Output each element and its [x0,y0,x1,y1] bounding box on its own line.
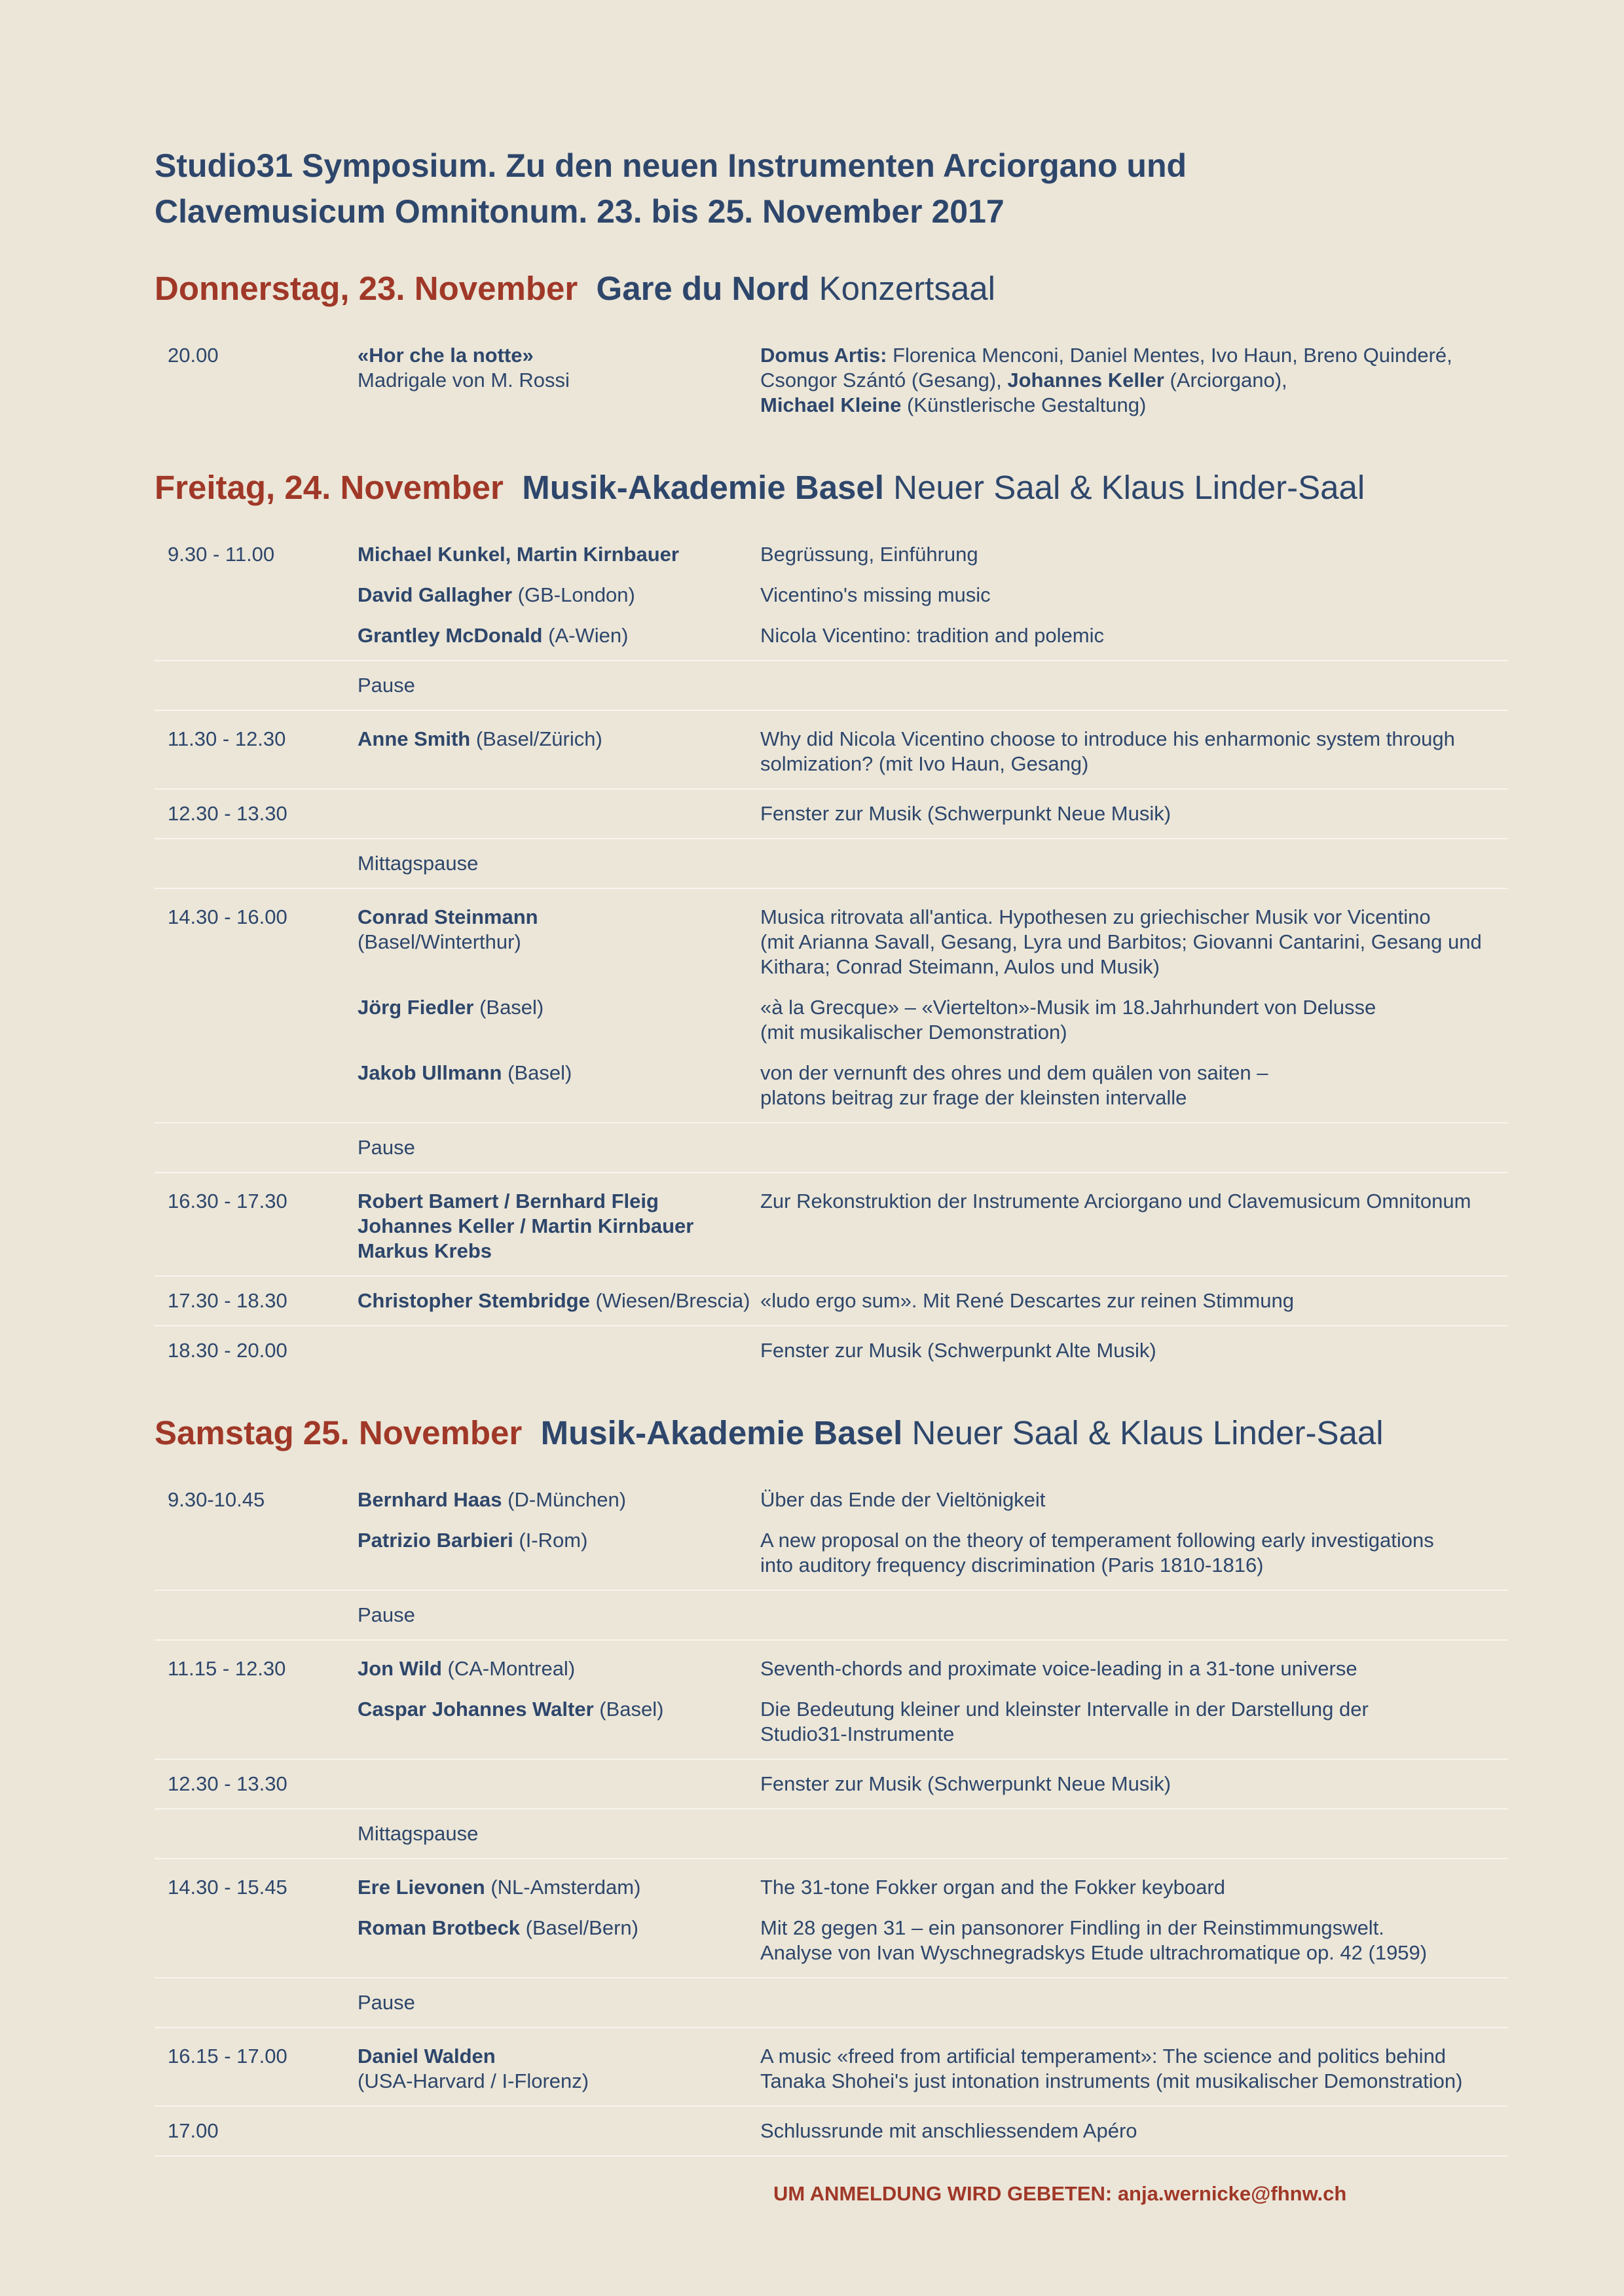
talk-item [358,542,1507,567]
talk-topic [760,1697,1507,1747]
talk-topic: Fenster zur Musik (Schwerpunkt Alte Musik) [760,1339,1156,1362]
speaker-name: Jakob Ullmann [358,1061,502,1084]
performer-kleine: Michael Kleine [760,393,902,416]
schedule-row [155,711,1507,790]
row-talks [358,905,1507,1110]
row-time: 12.30 - 13.30 [168,1772,287,1795]
speaker-place: (USA-Harvard / I-Florenz) [358,2069,589,2092]
talk-topic-line: Kithara; Conrad Steimann, Aulos und Musik) [760,955,1160,978]
talk-item [358,1916,1507,1965]
pause-label: Pause [358,1603,415,1626]
speaker-name: Christopher Stembridge [358,1289,590,1312]
talk-topic: Zur Rekonstruktion der Instrumente Arciorgano und Clavemusicum Omnitonum [760,1190,1471,1212]
speaker-name: David Gallagher [358,583,513,606]
lunch-row [155,1810,1507,1859]
talk-topic: Begrüssung, Einführung [760,543,978,566]
speaker-name: Daniel Walden [358,2045,496,2068]
talk-item [358,1875,1507,1900]
talk-item [358,1061,1507,1110]
schedule-row [155,1859,1507,1978]
schedule-row [155,790,1507,839]
row-time: 14.30 - 16.00 [168,905,287,928]
speaker-name: Michael Kunkel, Martin Kirnbauer [358,543,679,566]
pause-row [155,1978,1507,2028]
row-performers [760,343,1507,418]
speaker-name: Patrizio Barbieri [358,1529,513,1552]
schedule-row [155,1487,1507,1591]
day-1-room: Konzertsaal [819,270,995,307]
schedule-row [155,1641,1507,1760]
speaker-name: Ere Lievonen [358,1876,485,1899]
schedule-row [155,1173,1507,1277]
talk-topic-line: Analyse von Ivan Wyschnegradskys Etude ultrachromatique op. 42 (1959) [760,1941,1428,1964]
speaker-name: Bernhard Haas [358,1488,502,1511]
talk-item [358,623,1507,648]
row-time: 11.15 - 12.30 [168,1657,286,1680]
talk-topic-line: (mit Arianna Savall, Gesang, Lyra und Barbitos; Giovanni Cantarini, Gesang und [760,930,1482,953]
row-work [358,343,760,418]
talk-topic: «ludo ergo sum». Mit René Descartes zur reinen Stimmung [760,1289,1294,1312]
talk-item [358,1528,1507,1578]
row-talks [358,1487,1507,1578]
speaker-name: Jon Wild [358,1657,442,1680]
speaker-place: (Basel) [599,1698,664,1721]
pause-label: Pause [358,674,415,697]
registration-note: UM ANMELDUNG WIRD GEBETEN: anja.wernicke@fhnw.ch [773,2182,1347,2205]
talk-item [358,583,1507,608]
talk-topic: Fenster zur Musik (Schwerpunkt Neue Musik) [760,802,1172,825]
row-time: 12.30 - 13.30 [168,802,287,825]
schedule-row [155,1760,1507,1810]
row-time: 14.30 - 15.45 [168,1876,287,1899]
talk-topic-line: A new proposal on the theory of temperament following early investigations [760,1529,1434,1552]
row-time: 18.30 - 20.00 [168,1339,287,1362]
row-time: 17.30 - 18.30 [168,1289,287,1312]
speaker-place: (A-Wien) [548,624,629,647]
speaker-name: Anne Smith [358,727,471,750]
speaker-place: (GB-London) [517,583,635,606]
talk-topic: Fenster zur Musik (Schwerpunkt Neue Musik) [760,1772,1172,1795]
talk-topic-line: solmization? (mit Ivo Haun, Gesang) [760,752,1089,775]
speaker-name: Caspar Johannes Walter [358,1698,594,1721]
talk-topic [760,2044,1507,2094]
talk-topic-line: «à la Grecque» – «Viertelton»-Musik im 18.Jahrhundert von Delusse [760,996,1376,1019]
pause-row [155,661,1507,711]
talk-item [358,1697,1507,1747]
pause-label: Pause [358,1136,415,1159]
pause-row [155,1123,1507,1173]
talk-item [358,1487,1507,1512]
performer-kleine-role: (Künstlerische Gestaltung) [906,393,1147,416]
talk-topic-line: Why did Nicola Vicentino choose to introduce his enharmonic system through [760,727,1455,750]
schedule-row [155,889,1507,1123]
speaker-place: (Wiesen/Brescia) [595,1289,750,1312]
row-talks [358,1875,1507,1965]
day-2-room: Neuer Saal & Klaus Linder-Saal [893,469,1365,506]
talk-topic-line: Mit 28 gegen 31 – ein pansonorer Findling in der Reinstimmungswelt. [760,1916,1384,1939]
talk-topic: Nicola Vicentino: tradition and polemic [760,624,1105,647]
day-3-venue: Musik-Akademie Basel [540,1414,903,1451]
speaker-place: (Basel) [507,1061,572,1084]
talk-topic: Vicentino's missing music [760,583,991,606]
talk-topic-line: Studio31-Instrumente [760,1722,955,1745]
speaker-place: (Basel/Zürich) [475,727,602,750]
talk-topic [760,1061,1507,1110]
speaker-name: Johannes Keller / Martin Kirnbauer [358,1214,694,1237]
schedule-row [155,2028,1507,2107]
talk-topic-line: Tanaka Shohei's just intonation instruments (mit musikalischer Demonstration) [760,2069,1463,2092]
speaker-place: (Basel) [479,996,544,1019]
talk-topic [760,1528,1507,1578]
speaker-place: (Basel/Bern) [525,1916,638,1939]
talk-topic-line: A music «freed from artificial temperament»: The science and politics behind [760,2045,1447,2068]
speaker-name: Robert Bamert / Bernhard Fleig [358,1190,659,1212]
ensemble-members-2: Csongor Szántó (Gesang), [760,369,1002,392]
day-1-venue: Gare du Nord [596,270,810,307]
talk-item [358,905,1507,979]
talk-item [358,995,1507,1045]
speaker-name: Markus Krebs [358,1239,492,1262]
speaker-place: (I-Rom) [519,1529,588,1552]
day-1-heading [155,266,1507,312]
row-talks [358,1656,1507,1747]
schedule-row [155,1277,1507,1326]
performer-keller-role: (Arciorgano), [1170,369,1287,392]
row-time: 16.30 - 17.30 [168,1190,287,1212]
pause-row [155,1591,1507,1641]
talk-topic [760,1916,1507,1965]
speaker-place: (NL-Amsterdam) [490,1876,641,1899]
speaker-names [358,1189,760,1264]
speaker-name: Grantley McDonald [358,624,543,647]
schedule-row [155,2107,1507,2157]
talk-topic-line: Musica ritrovata all'antica. Hypothesen zu griechischer Musik vor Vicentino [760,905,1431,928]
talk-topic: Seventh-chords and proximate voice-leading in a 31-tone universe [760,1657,1357,1680]
talk-topic-line: platons beitrag zur frage der kleinsten intervalle [760,1086,1187,1109]
pause-label: Pause [358,1991,415,2014]
day-1-date: Donnerstag, 23. November [155,270,578,307]
day-2-venue: Musik-Akademie Basel [522,469,884,506]
speaker-place: (D-München) [507,1488,627,1511]
lunch-label: Mittagspause [358,1822,479,1845]
day-3-room: Neuer Saal & Klaus Linder-Saal [912,1414,1384,1451]
row-time: 17.00 [168,2119,219,2142]
talk-topic: Über das Ende der Vieltönigkeit [760,1488,1046,1511]
day-3-heading [155,1410,1507,1456]
ensemble-members: Florenica Menconi, Daniel Mentes, Ivo Haun, Breno Quinderé, [893,344,1452,367]
row-time: 9.30-10.45 [168,1488,265,1511]
row-time: 20.00 [168,344,219,367]
performer-keller: Johannes Keller [1007,369,1164,392]
day-3-date: Samstag 25. November [155,1414,523,1451]
lunch-row [155,839,1507,889]
speaker-name: Conrad Steinmann [358,905,538,928]
speaker-name: Roman Brotbeck [358,1916,521,1939]
schedule-row [155,542,1507,661]
talk-topic-line: von der vernunft des ohres und dem quälen von saiten – [760,1061,1268,1084]
row-talks [358,542,1507,648]
title-line-1: Studio31 Symposium. Zu den neuen Instrumenten Arciorgano und [155,147,1187,184]
row-time: 16.15 - 17.00 [168,2045,287,2068]
work-title: «Hor che la notte» [358,344,534,367]
speaker-name: Jörg Fiedler [358,996,474,1019]
talk-topic [760,727,1507,776]
day-2-schedule [155,542,1507,1375]
talk-topic-line: into auditory frequency discrimination (Paris 1810-1816) [760,1554,1264,1576]
program-content [155,143,1507,2206]
row-time: 9.30 - 11.00 [168,543,275,566]
talk-topic [760,995,1507,1045]
page-title [155,143,1507,234]
talk-topic: The 31-tone Fokker organ and the Fokker keyboard [760,1876,1225,1899]
talk-topic-line: Die Bedeutung kleiner und kleinster Intervalle in der Darstellung der [760,1698,1369,1721]
ensemble-name: Domus Artis: [760,344,887,367]
row-time: 11.30 - 12.30 [168,727,286,750]
talk-topic [760,905,1507,979]
day-2-date: Freitag, 24. November [155,469,504,506]
day-2-heading [155,465,1507,511]
title-line-2: Clavemusicum Omnitonum. 23. bis 25. November 2017 [155,193,1005,230]
talk-topic: Schlussrunde mit anschliessendem Apéro [760,2119,1137,2142]
speaker-place: (Basel/Winterthur) [358,930,521,953]
talk-item [358,1656,1507,1681]
talk-topic-line: (mit musikalischer Demonstration) [760,1021,1067,1044]
day-1-schedule [155,343,1507,429]
lunch-label: Mittagspause [358,852,479,875]
day-3-schedule [155,1487,1507,2157]
work-subtitle: Madrigale von M. Rossi [358,369,570,392]
schedule-row [155,1326,1507,1375]
speaker-place: (CA-Montreal) [447,1657,576,1680]
schedule-row [155,343,1507,429]
